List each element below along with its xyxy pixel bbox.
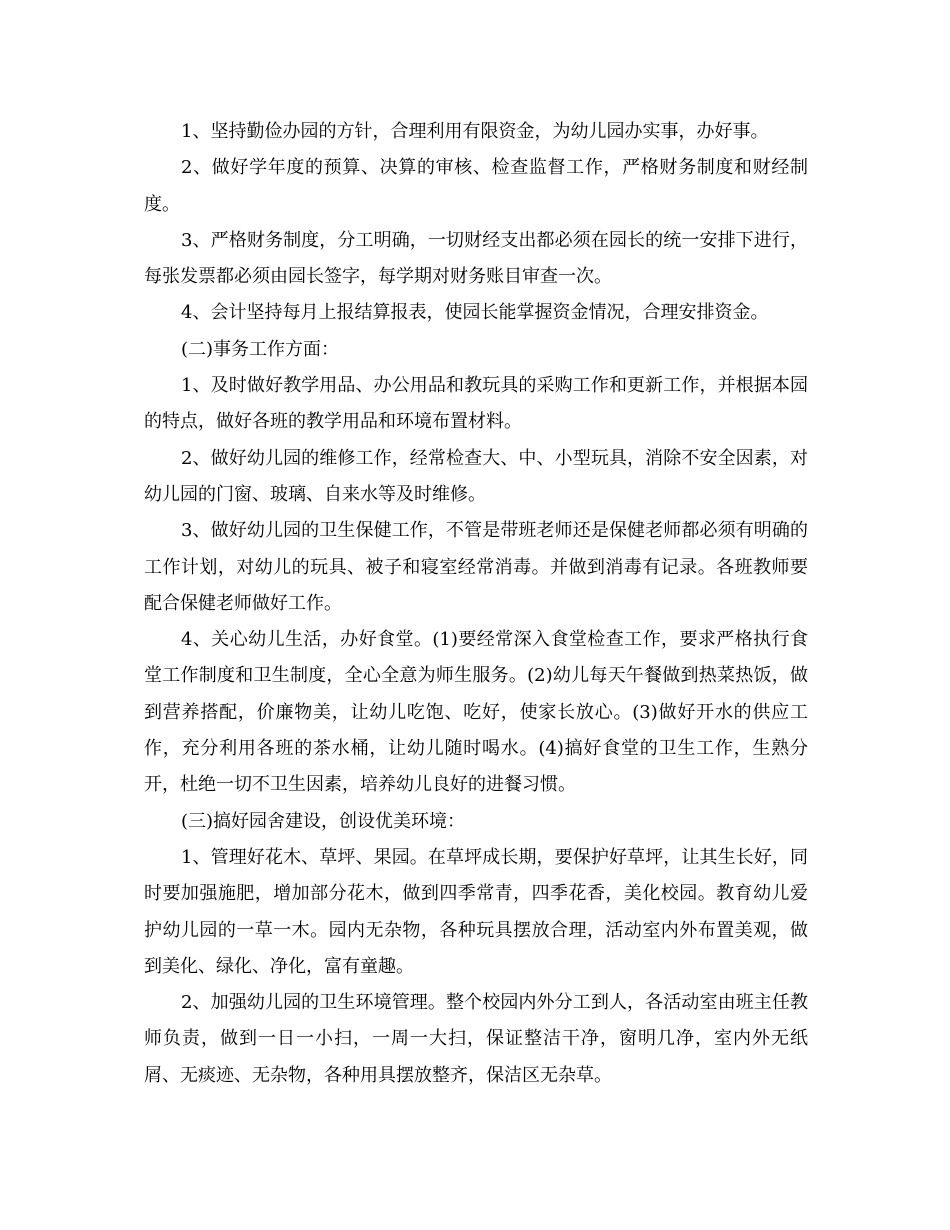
paragraph-2: 2、做好学年度的预算、决算的审核、检查监督工作，严格财务制度和财经制度。 <box>144 157 808 215</box>
paragraph-3: 3、严格财务制度，分工明确，一切财经支出都必须在园长的统一安排下进行，每张发票都必须由园长签字，每学期对财务账目审查一次。 <box>144 229 808 288</box>
paragraph-6: 2、做好幼儿园的维修工作，经常检查大、中、小型玩具，消除不安全因素，对幼儿园的门窗、玻璃、自来水等及时维修。 <box>144 447 808 505</box>
paragraph-9: 1、管理好花木、草坪、果园。在草坪成长期，要保护好草坪，让其生长好，同时要加强施肥，增加部分花木，做到四季常青，四季花香，美化校园。教育幼儿爱护幼儿园的一草一木。园内无杂物，各种玩具摆放合理，活动室内外布置美观，做到美化、绿化、净化，富有童趣。 <box>144 846 808 977</box>
paragraph-8: 4、关心幼儿生活，办好食堂。(1)要经常深入食堂检查工作，要求严格执行食堂工作制度和卫生制度，全心全意为师生服务。(2)幼儿每天午餐做到热菜热饭，做到营养搭配，价廉物美，让幼儿吃饱、吃好，使家长放心。(3)做好开水的供应工作，充分利用各班的茶水桶，让幼儿随时喝水。(4)搞好食堂的卫生工作，生熟分开，杜绝一切不卫生因素，培养幼儿良好的进餐习惯。 <box>144 629 808 796</box>
paragraph-1: 1、坚持勤俭办园的方针，合理利用有限资金，为幼儿园办实事，办好事。 <box>181 121 769 142</box>
paragraph-5: 1、及时做好教学用品、办公用品和教玩具的采购工作和更新工作，并根据本园的特点，做好各班的教学用品和环境布置材料。 <box>144 375 808 433</box>
section-heading-3: (三)搞好园舍建设，创设优美环境： <box>181 810 466 832</box>
paragraph-7: 3、做好幼儿园的卫生保健工作，不管是带班老师还是保健老师都必须有明确的工作计划，对幼儿的玩具、被子和寝室经常消毒。并做到消毒有记录。各班教师要配合保健老师做好工作。 <box>144 520 808 614</box>
section-heading-2: (二)事务工作方面： <box>181 338 340 360</box>
paragraph-4: 4、会计坚持每月上报结算报表，使园长能掌握资金情况，合理安排资金。 <box>181 302 769 324</box>
paragraph-10: 2、加强幼儿园的卫生环境管理。整个校园内外分工到人，各活动室由班主任教师负责，做到一日一小扫，一周一大扫，保证整洁干净，窗明几净，室内外无纸屑、无痰迹、无杂物，各种用具摆放整齐，保洁区无杂草。 <box>144 992 808 1086</box>
